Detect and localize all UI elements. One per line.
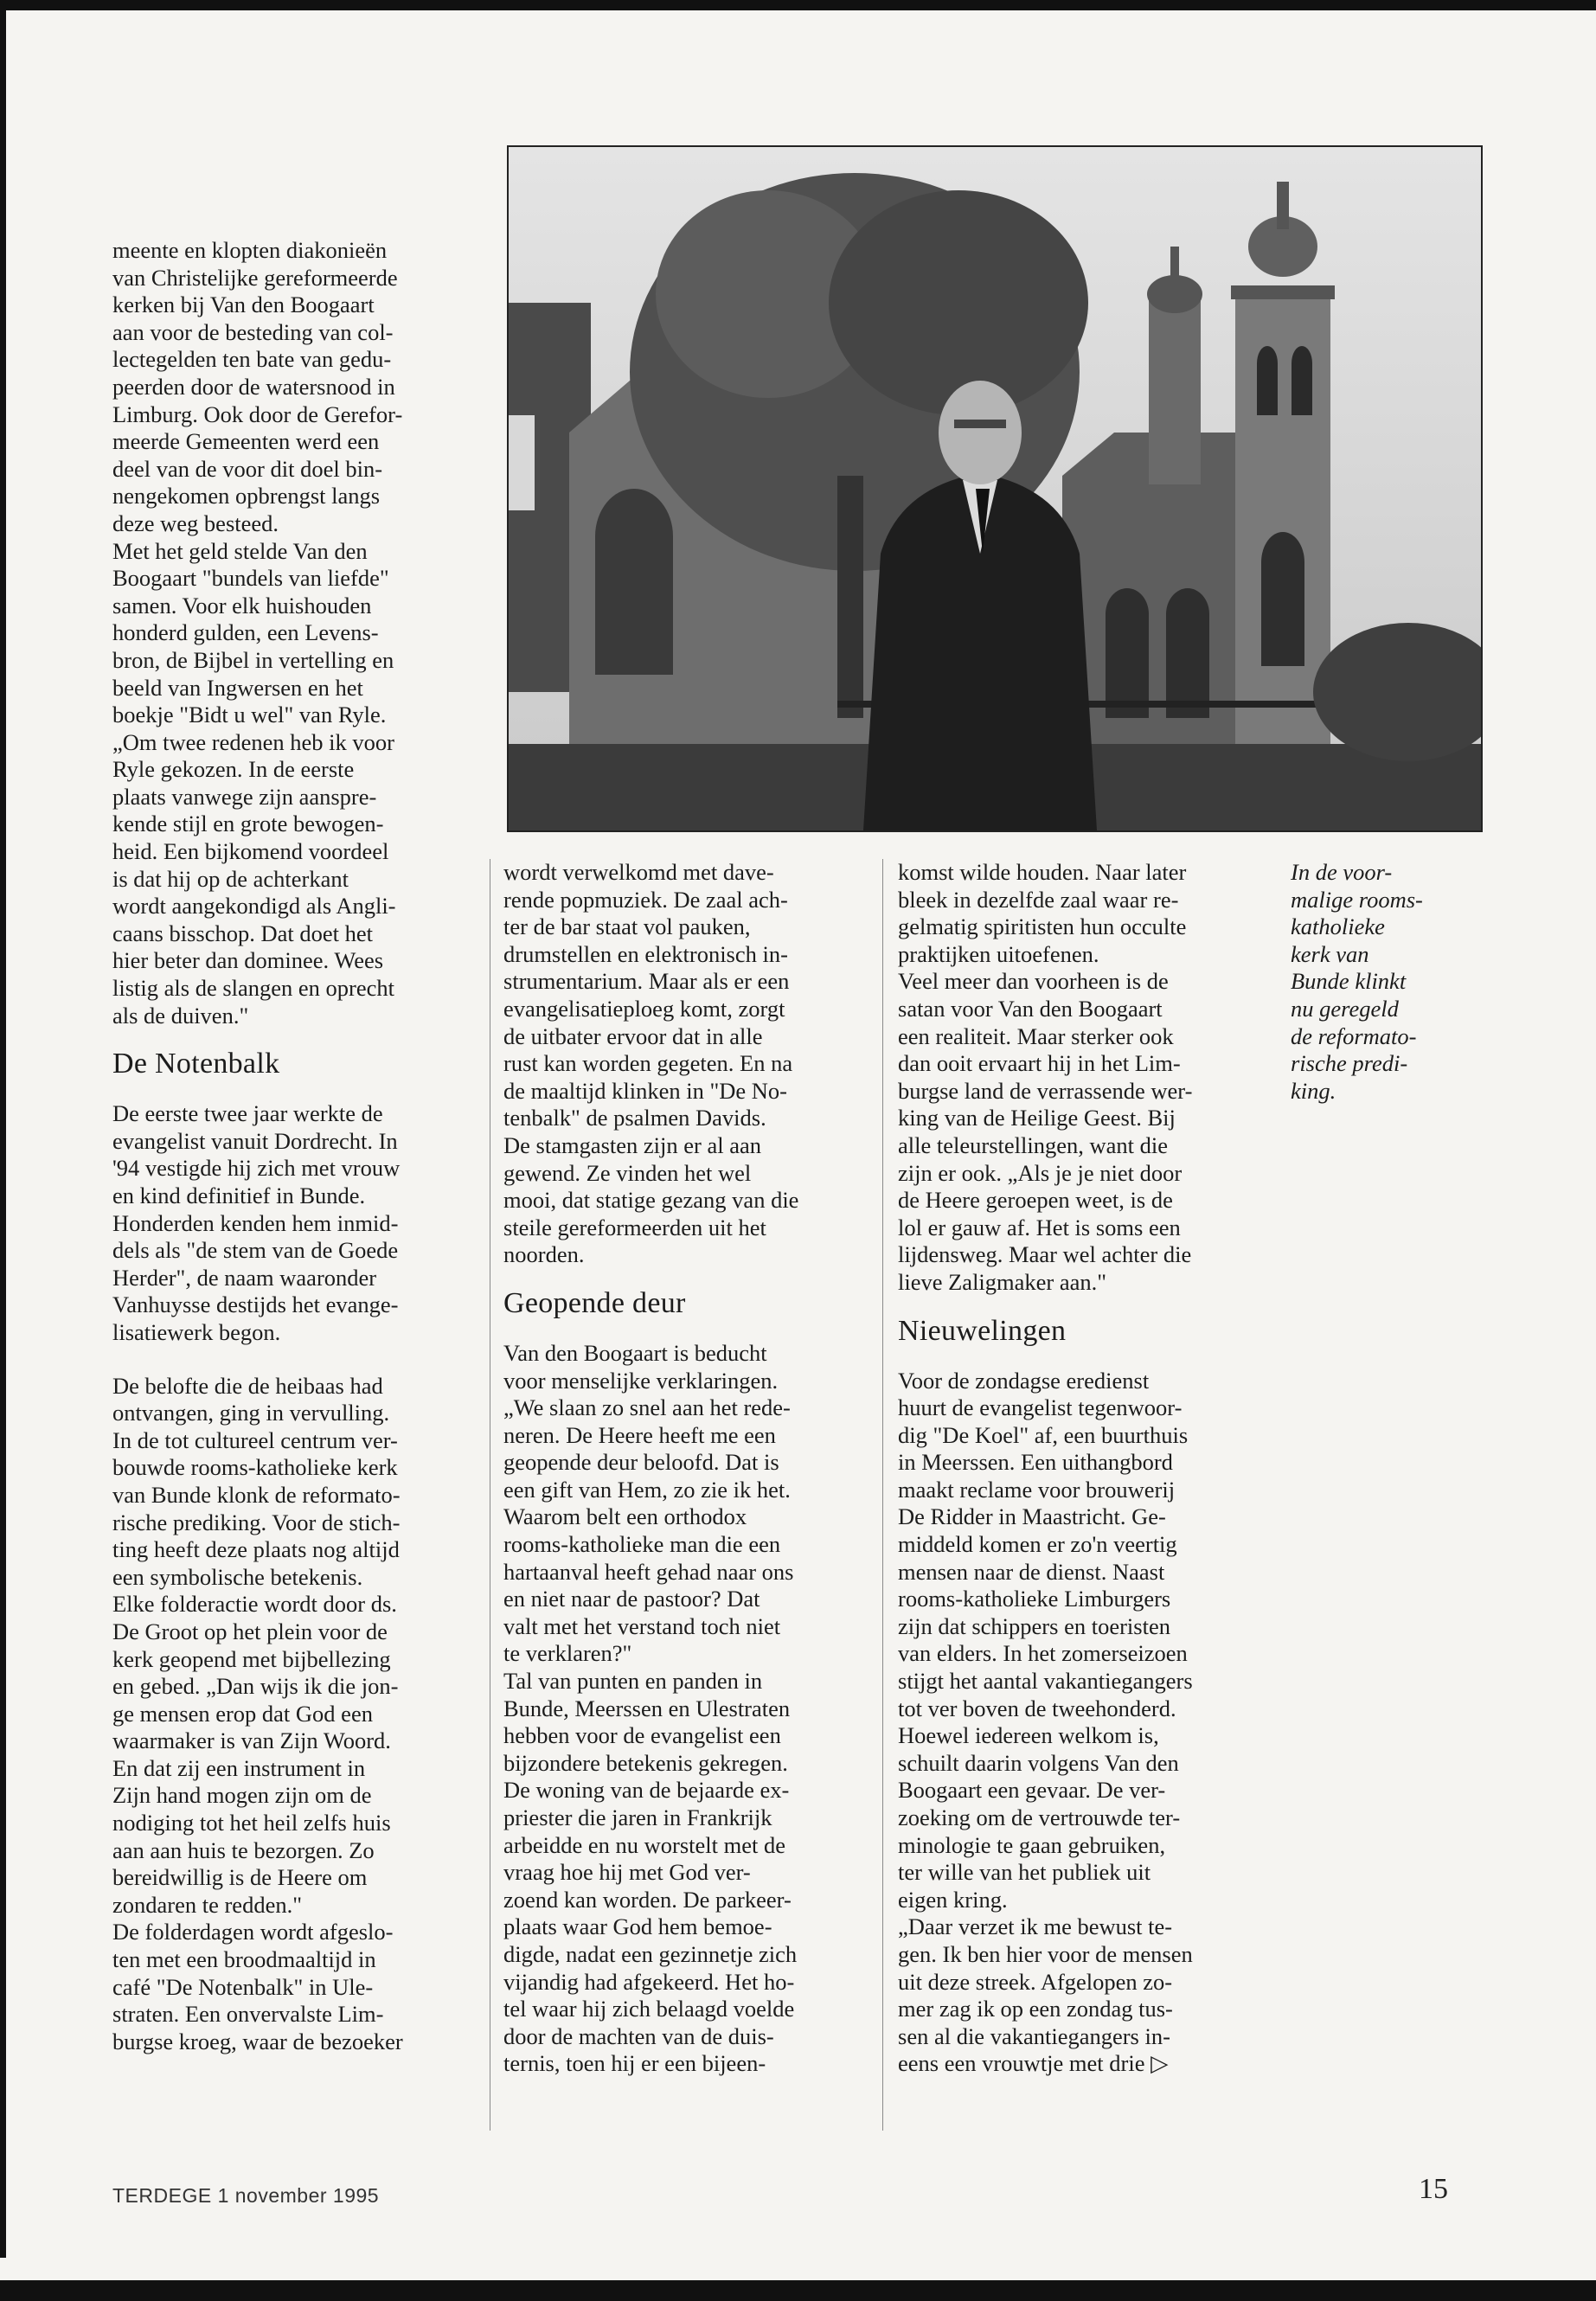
text-line: satan voor Van den Boogaart — [898, 995, 1163, 1022]
text-line: gen. Ik ben hier voor de mensen — [898, 1940, 1193, 1967]
text-line: burgse land de verrassende wer- — [898, 1077, 1193, 1104]
photo-main-tower-cornice — [1231, 285, 1335, 299]
text-line: neren. De Heere heeft me een — [503, 1421, 776, 1448]
caption-line: rische predi- — [1291, 1050, 1408, 1077]
text-line: lisatiewerk begon. — [112, 1318, 281, 1345]
text-line: café "De Notenbalk" in Ule- — [112, 1973, 374, 2000]
text-line: een gift van Hem, zo zie ik het. — [503, 1476, 791, 1503]
photo-man-head — [939, 381, 1022, 484]
text-line: evangelist vanuit Dordrecht. In — [112, 1127, 398, 1154]
text-line: huurt de evangelist tegenwoor- — [898, 1394, 1183, 1421]
text-line: plaats waar God hem bemoe- — [503, 1913, 772, 1940]
text-line: stijgt het aantal vakantiegangers — [898, 1668, 1193, 1695]
text-line: rooms-katholieke Limburgers — [898, 1586, 1171, 1612]
text-line: deze weg besteed. — [112, 510, 279, 536]
photo-church-arch-window — [595, 489, 673, 675]
text-line: ge mensen erop dat God een — [112, 1700, 373, 1727]
text-line: Limburg. Ook door de Gerefor- — [112, 401, 403, 427]
text-line: middeld komen er zo'n veertig — [898, 1531, 1177, 1558]
text-line: plaats vanwege zijn aanspre- — [112, 783, 377, 810]
article-column-2 — [503, 859, 875, 2078]
text-line: vijandig had afgekeerd. Het ho- — [503, 1968, 795, 1995]
text-line: en kind definitief in Bunde. — [112, 1183, 366, 1208]
text-line: lieve Zaligmaker aan." — [898, 1268, 1107, 1295]
text-line: ten met een broodmaaltijd in — [112, 1946, 376, 1973]
photo-tree-crown-right — [829, 190, 1088, 415]
photo-tower-window-1 — [1257, 346, 1278, 415]
text-line: uit deze streek. Afgelopen zo- — [898, 1968, 1173, 1995]
text-line: bleek in dezelfde zaal waar re- — [898, 886, 1179, 913]
text-line: De eerste twee jaar werkte de — [112, 1100, 383, 1127]
text-line: boekje "Bidt u wel" van Ryle. — [112, 702, 387, 728]
text-line: lol er gauw af. Het is soms een — [898, 1214, 1181, 1240]
text-line: De stamgasten zijn er al aan — [503, 1131, 761, 1158]
bottom-border-rule — [0, 2280, 1596, 2301]
article-column-3 — [898, 859, 1266, 2078]
left-border-rule — [0, 0, 6, 2258]
text-line: en gebed. „Dan wijs ik die jon- — [112, 1673, 399, 1700]
text-line: meerde Gemeenten werd een — [112, 428, 380, 455]
text-line: eens een vrouwtje met drie ▷ — [898, 2050, 1169, 2077]
text-line: Waarom belt een orthodox — [503, 1503, 747, 1530]
paragraph-gap — [112, 1347, 476, 1373]
text-line: honderd gulden, een Levens- — [112, 619, 379, 646]
caption-line: In de voor- — [1291, 859, 1393, 885]
text-line: De belofte die de heibaas had — [112, 1372, 383, 1399]
text-line: de uitbater ervoor dat in alle — [503, 1022, 763, 1049]
text-line: „Om twee redenen heb ik voor — [112, 728, 394, 755]
text-line: dels als "de stem van de Goede — [112, 1237, 399, 1264]
text-line: bereidwillig is de Heere om — [112, 1864, 368, 1891]
text-line: van elders. In het zomerseizoen — [898, 1640, 1188, 1667]
text-line: komst wilde houden. Naar later — [898, 859, 1187, 885]
text-line: Voor de zondagse eredienst — [898, 1367, 1150, 1394]
text-line: schuilt daarin volgens Van den — [898, 1749, 1179, 1776]
text-line: lijdensweg. Maar wel achter die — [898, 1241, 1192, 1268]
text-line: als de duiven." — [112, 1002, 249, 1029]
text-line: straten. Een onvervalste Lim- — [112, 2001, 384, 2028]
text-line: Veel meer dan voorheen is de — [898, 968, 1169, 995]
text-line: deel van de voor dit doel bin- — [112, 455, 383, 482]
text-line: Herder", de naam waaronder — [112, 1264, 377, 1291]
text-line: sen al die vakantiegangers in- — [898, 2022, 1170, 2049]
text-line: heid. Een bijkomend voordeel — [112, 838, 389, 865]
text-line: zoeking om de vertrouwde ter- — [898, 1804, 1181, 1830]
text-line: De woning van de bejaarde ex- — [503, 1777, 790, 1804]
text-line: Boogaart een gevaar. De ver- — [898, 1777, 1166, 1804]
text-line: strumentarium. Maar als er een — [503, 968, 790, 995]
text-line: maakt reclame voor brouwerij — [898, 1476, 1176, 1503]
text-line: gewend. Ze vinden het wel — [503, 1159, 752, 1186]
text-line: peerden door de watersnood in — [112, 373, 395, 400]
column-divider-2 — [882, 859, 883, 2131]
text-line: De folderdagen wordt afgeslo- — [112, 1919, 394, 1945]
text-line: evangelisatieploeg komt, zorgt — [503, 995, 785, 1022]
text-line: Zijn hand mogen zijn om de — [112, 1782, 372, 1809]
text-line: drumstellen en elektronisch in- — [503, 940, 788, 967]
text-line: hartaanval heeft gehad naar ons — [503, 1558, 794, 1585]
photo-small-tower — [1149, 294, 1201, 484]
text-line: noorden. — [503, 1241, 585, 1268]
text-line: hebben voor de evangelist een — [503, 1722, 781, 1749]
text-line: Honderden kenden hem inmid- — [112, 1209, 399, 1236]
photo-man-glasses — [954, 420, 1006, 428]
text-line: In de tot cultureel centrum ver- — [112, 1426, 398, 1453]
text-line: praktijken uitoefenen. — [898, 940, 1099, 967]
text-line: Tal van punten en panden in — [503, 1668, 763, 1695]
caption-line: king. — [1291, 1077, 1336, 1104]
text-line: king van de Heilige Geest. Bij — [898, 1105, 1176, 1131]
text-line: caans bisschop. Dat doet het — [112, 920, 373, 946]
text-line: ter de bar staat vol pauken, — [503, 913, 751, 940]
text-line: listig als de slangen en oprecht — [112, 975, 395, 1002]
text-line: wordt verwelkomd met dave- — [503, 859, 774, 885]
text-line: kerken bij Van den Boogaart — [112, 292, 375, 318]
top-border-rule — [0, 0, 1596, 10]
text-line: zoend kan worden. De parkeer- — [503, 1886, 792, 1913]
page-number: 15 — [1419, 2173, 1448, 2205]
photo-illustration — [509, 147, 1481, 830]
text-line: zijn dat schippers en toeristen — [898, 1612, 1170, 1639]
text-line: rische prediking. Voor de stich- — [112, 1509, 401, 1535]
text-line: arbeidde en nu worstelt met de — [503, 1831, 785, 1858]
text-line: tel waar hij zich belaagd voelde — [503, 1996, 795, 2022]
text-line: geopende deur beloofd. Dat is — [503, 1449, 779, 1476]
caption-line: nu geregeld — [1291, 995, 1399, 1022]
text-line: Vanhuysse destijds het evange- — [112, 1292, 399, 1318]
text-line: te verklaren?" — [503, 1640, 632, 1667]
photo-small-tower-spire — [1170, 247, 1179, 281]
caption-line: kerk van — [1291, 940, 1369, 967]
text-line: bron, de Bijbel in vertelling en — [112, 646, 394, 673]
text-line: voor menselijke verklaringen. — [503, 1367, 779, 1394]
text-line: beeld van Ingwersen en het — [112, 674, 363, 701]
section-heading: Nieuwelingen — [898, 1314, 1067, 1347]
text-line: waarmaker is van Zijn Woord. — [112, 1727, 391, 1754]
text-line: de Heere geroepen weet, is de — [898, 1187, 1173, 1214]
text-line: meente en klopten diakonieën — [112, 237, 388, 263]
text-line: nengekomen opbrengst langs — [112, 483, 381, 510]
text-line: is dat hij op de achterkant — [112, 865, 349, 892]
photo-left-window — [509, 415, 535, 510]
text-line: rust kan worden gegeten. En na — [503, 1050, 793, 1077]
text-line: van Christelijke gereformeerde — [112, 264, 398, 291]
text-line: tenbalk" de psalmen Davids. — [503, 1105, 766, 1131]
text-line: ting heeft deze plaats nog altijd — [112, 1536, 400, 1563]
text-line: '94 vestigde hij zich met vrouw — [112, 1155, 401, 1182]
text-line: ontvangen, ging in vervulling. — [112, 1400, 390, 1426]
text-line: „Daar verzet ik me bewust te- — [898, 1913, 1173, 1940]
text-line: Ryle gekozen. In de eerste — [112, 756, 355, 783]
text-line: zondaren te redden." — [112, 1891, 303, 1918]
photo-tree-trunk — [837, 476, 863, 718]
text-line: door de machten van de duis- — [503, 2022, 774, 2049]
text-line: dan ooit ervaart hij in het Lim- — [898, 1050, 1181, 1077]
text-line: gelmatig spiritisten hun occulte — [898, 913, 1187, 940]
caption-line: de reformato- — [1291, 1022, 1417, 1049]
text-line: rende popmuziek. De zaal ach- — [503, 886, 788, 913]
text-line: „We slaan zo snel aan het rede- — [503, 1394, 791, 1421]
text-line: in Meerssen. Een uithangbord — [898, 1449, 1173, 1476]
caption-line: malige rooms- — [1291, 886, 1423, 913]
text-line: Van den Boogaart is beducht — [503, 1339, 767, 1366]
photo-tower-window-2 — [1292, 346, 1312, 415]
text-line: een symbolische betekenis. — [112, 1563, 363, 1590]
publication-footer: TERDEGE 1 november 1995 — [112, 2184, 380, 2207]
photo-nave-window-2 — [1166, 588, 1209, 718]
text-line: wordt aangekondigd als Angli- — [112, 893, 396, 920]
photo-tower-window-3 — [1261, 532, 1304, 666]
section-heading: De Notenbalk — [112, 1048, 280, 1080]
text-line: minologie te gaan gebruiken, — [898, 1831, 1166, 1858]
text-line: aan aan huis te bezorgen. Zo — [112, 1836, 375, 1863]
text-line: Boogaart "bundels van liefde" — [112, 565, 389, 592]
text-line: mooi, dat statige gezang van die — [503, 1187, 799, 1214]
text-line: alle teleurstellingen, want die — [898, 1131, 1168, 1158]
text-line: De Groot op het plein voor de — [112, 1618, 388, 1644]
text-line: kerk geopend met bijbellezing — [112, 1645, 391, 1672]
text-line: steile gereformeerden uit het — [503, 1214, 766, 1240]
text-line: priester die jaren in Frankrijk — [503, 1804, 772, 1830]
photo-caption — [1291, 859, 1490, 1105]
section-heading: Geopende deur — [503, 1286, 686, 1319]
text-line: eigen kring. — [898, 1886, 1008, 1913]
text-line: bouwde rooms-katholieke kerk — [112, 1454, 398, 1481]
text-line: ter wille van het publiek uit — [898, 1859, 1151, 1886]
text-line: mensen naar de dienst. Naast — [898, 1558, 1165, 1585]
text-line: valt met het verstand toch niet — [503, 1612, 781, 1639]
caption-line: Bunde klinkt — [1291, 968, 1407, 995]
photo-main-tower-spire — [1277, 182, 1289, 229]
text-line: ternis, toen hij er een bijeen- — [503, 2050, 766, 2077]
text-line: Hoewel iedereen welkom is, — [898, 1722, 1159, 1749]
text-line: zijn er ook. „Als je je niet door — [898, 1159, 1183, 1186]
article-photo — [507, 145, 1483, 832]
text-line: bijzondere betekenis gekregen. — [503, 1749, 788, 1776]
text-line: kende stijl en grote bewogen- — [112, 811, 384, 837]
text-line: rooms-katholieke man die een — [503, 1531, 781, 1558]
text-line: Bunde, Meerssen en Ulestraten — [503, 1695, 791, 1721]
text-line: burgse kroeg, waar de bezoeker — [112, 2028, 403, 2054]
text-line: En dat zij een instrument in — [112, 1754, 366, 1781]
text-line: aan voor de besteding van col- — [112, 318, 394, 345]
text-line: dig "De Koel" af, een buurthuis — [898, 1421, 1189, 1448]
text-line: een realiteit. Maar sterker ook — [898, 1022, 1174, 1049]
text-line: vraag hoe hij met God ver- — [503, 1859, 751, 1886]
caption-line: katholieke — [1291, 913, 1385, 940]
text-line: mer zag ik op een zondag tus- — [898, 1996, 1173, 2022]
text-line: digde, nadat een gezinnetje zich — [503, 1940, 798, 1967]
text-line: en niet naar de pastoor? Dat — [503, 1586, 760, 1612]
text-line: hier beter dan dominee. Wees — [112, 947, 384, 974]
text-line: Met het geld stelde Van den — [112, 537, 368, 564]
text-line: Elke folderactie wordt door ds. — [112, 1591, 397, 1618]
article-column-1 — [112, 237, 476, 2055]
photo-nave-window-1 — [1106, 588, 1149, 718]
text-line: de maaltijd klinken in "De No- — [503, 1077, 788, 1104]
text-line: van Bunde klonk de reformato- — [112, 1481, 401, 1508]
text-line: lectegelden ten bate van gedu- — [112, 346, 392, 373]
text-line: nodiging tot het heil zelfs huis — [112, 1810, 391, 1836]
text-line: tot ver boven de tweehonderd. — [898, 1695, 1176, 1721]
text-line: De Ridder in Maastricht. Ge- — [898, 1503, 1166, 1530]
text-line: samen. Voor elk huishouden — [112, 592, 372, 619]
